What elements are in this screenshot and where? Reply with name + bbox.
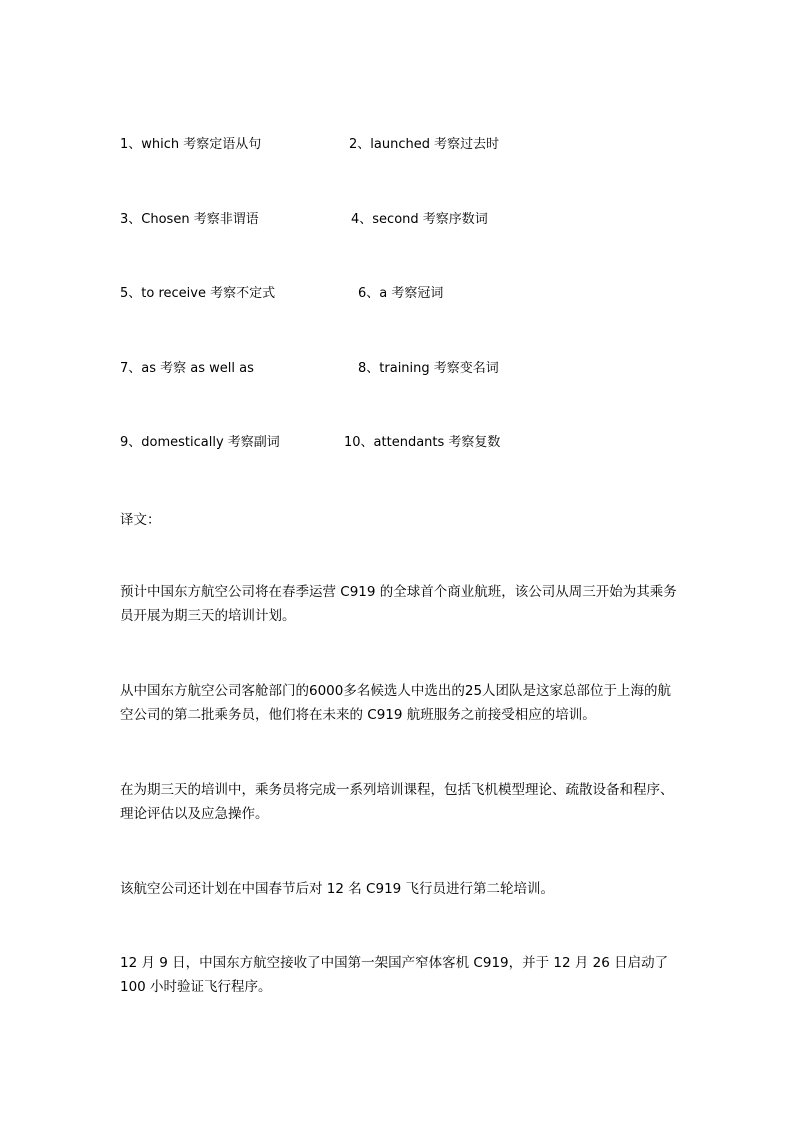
answer-number: 2、 (349, 137, 371, 152)
answer-number: 9、 (120, 435, 142, 450)
translation-paragraph-3: 在为期三天的培训中，乘务员将完成一系列培训课程，包括飞机模型理论、疏散设备和程序、理论评估以及应急操作。 (120, 782, 674, 822)
answer-item-1 (120, 137, 261, 153)
translation-heading: 译文： (120, 512, 161, 528)
answer-text: as 考察 as well as (141, 361, 254, 376)
answer-item-3 (120, 212, 259, 228)
answer-item-2 (349, 137, 499, 153)
answer-text: launched 考察过去时 (370, 137, 500, 152)
answer-number: 10、 (344, 435, 374, 450)
answer-number: 8、 (358, 361, 380, 376)
answer-number: 7、 (120, 361, 142, 376)
answer-item-9 (120, 435, 280, 451)
answer-text: attendants 考察复数 (373, 435, 501, 450)
answer-text: domestically 考察副词 (141, 435, 280, 450)
answer-text: second 考察序数词 (372, 212, 488, 227)
answer-text: to receive 考察不定式 (141, 286, 276, 301)
answer-text: Chosen 考察非谓语 (141, 212, 259, 227)
translation-paragraph-2: 从中国东方航空公司客舱部门的6000多名候选人中选出的25人团队是这家总部位于上海的航空公司的第二批乘务员，他们将在未来的 C919 航班服务之前接受相应的培训。 (120, 683, 672, 723)
answer-item-8 (358, 361, 499, 377)
translation-paragraph-4: 该航空公司还计划在中国春节后对 12 名 C919 飞行员进行第二轮培训。 (120, 881, 555, 897)
answer-item-6 (358, 286, 443, 302)
answer-item-10 (344, 435, 500, 451)
answer-text: which 考察定语从句 (141, 137, 262, 152)
answer-item-5 (120, 286, 275, 302)
answer-text: training 考察变名词 (379, 361, 499, 376)
answer-number: 6、 (358, 286, 380, 301)
answer-number: 3、 (120, 212, 142, 227)
answer-number: 1、 (120, 137, 142, 152)
translation-paragraph-1: 预计中国东方航空公司将在春季运营 C919 的全球首个商业航班，该公司从周三开始为其乘务员开展为期三天的培训计划。 (120, 584, 677, 624)
answer-text: a 考察冠词 (379, 286, 444, 301)
answer-number: 4、 (351, 212, 373, 227)
answer-item-4 (351, 212, 488, 228)
answer-item-7 (120, 361, 254, 377)
translation-paragraph-5: 12 月 9 日，中国东方航空接收了中国第一架国产窄体客机 C919，并于 12 月 26 日启动了 100 小时验证飞行程序。 (120, 955, 669, 995)
answer-number: 5、 (120, 286, 142, 301)
